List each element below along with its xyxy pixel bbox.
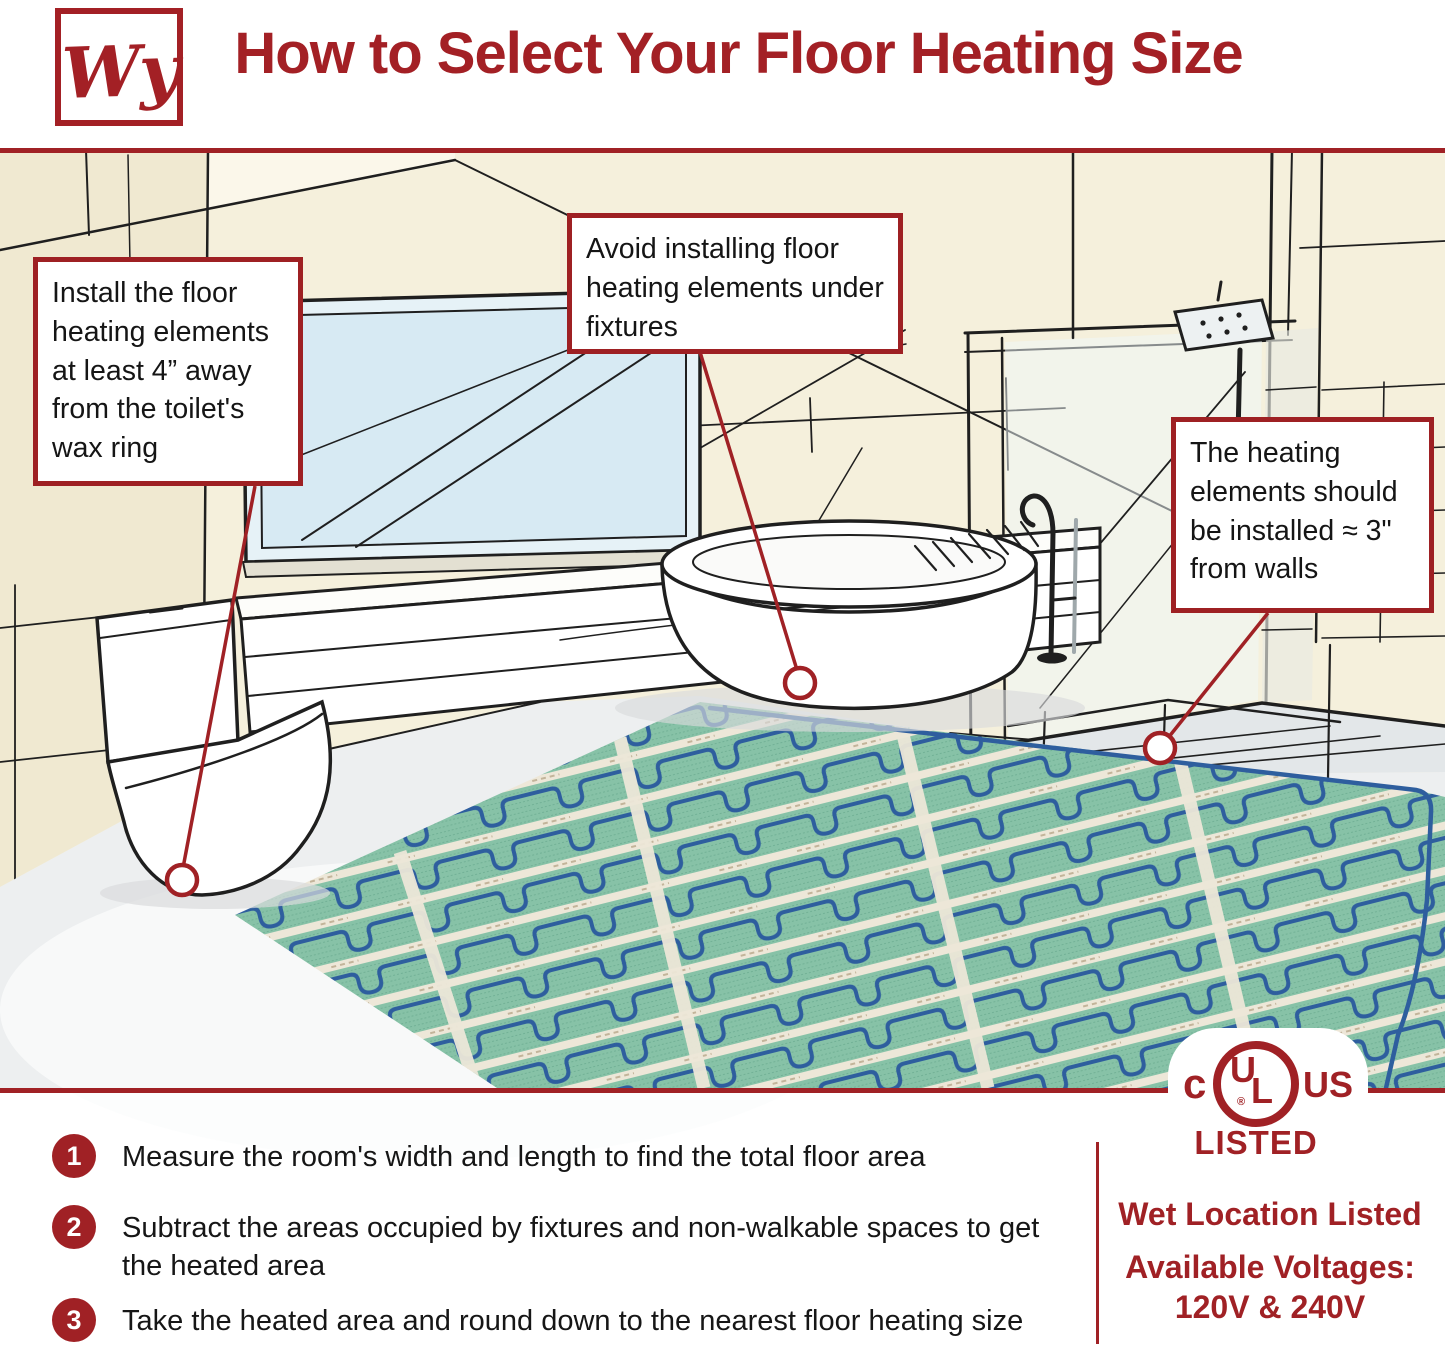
callout-wall-clearance: The heating elements should be installed ≈ 3" from walls [1171,417,1434,613]
vertical-divider [1096,1142,1099,1344]
step-text: Measure the room's width and length to find the total floor area [122,1141,926,1173]
callout-toilet-clearance: Install the floor heating elements at least 4” away from the toilet's wax ring [33,257,303,486]
voltages-label: Available Voltages: [1125,1249,1415,1285]
brand-logo [55,8,183,126]
ul-listed-label: LISTED [1194,1124,1318,1161]
step-row-1 [52,1134,1082,1178]
ul-us-mark: US [1303,1064,1354,1105]
callout-circle-wall [1145,733,1175,763]
step-row-3 [52,1298,1082,1342]
certification-column [1102,1196,1438,1326]
page-title: How to Select Your Floor Heating Size [234,21,1243,86]
step-text: Take the heated area and round down to the nearest floor heating size [122,1305,1024,1337]
callout-circle-bathtub [785,668,815,698]
wet-location-label: Wet Location Listed [1118,1196,1422,1232]
step-number-badge: 2 [52,1205,96,1249]
step-number-badge: 3 [52,1298,96,1342]
brand-logo-text: Wy [60,27,182,115]
ul-certification-icon: U L ® [1213,1041,1299,1127]
ul-c-mark: c [1183,1060,1207,1107]
registered-trademark-icon: ® [1237,1096,1246,1108]
voltages-value: 120V & 240V [1174,1289,1366,1325]
step-number-badge: 1 [52,1134,96,1178]
callout-avoid-fixtures: Avoid installing floor heating elements under fixtures [567,213,903,354]
callout-circle-toilet [167,865,197,895]
top-divider-bar [0,148,1445,153]
step-row-2 [52,1205,1082,1285]
step-text: Subtract the areas occupied by fixtures and non-walkable spaces to get the heated area [122,1212,1040,1282]
